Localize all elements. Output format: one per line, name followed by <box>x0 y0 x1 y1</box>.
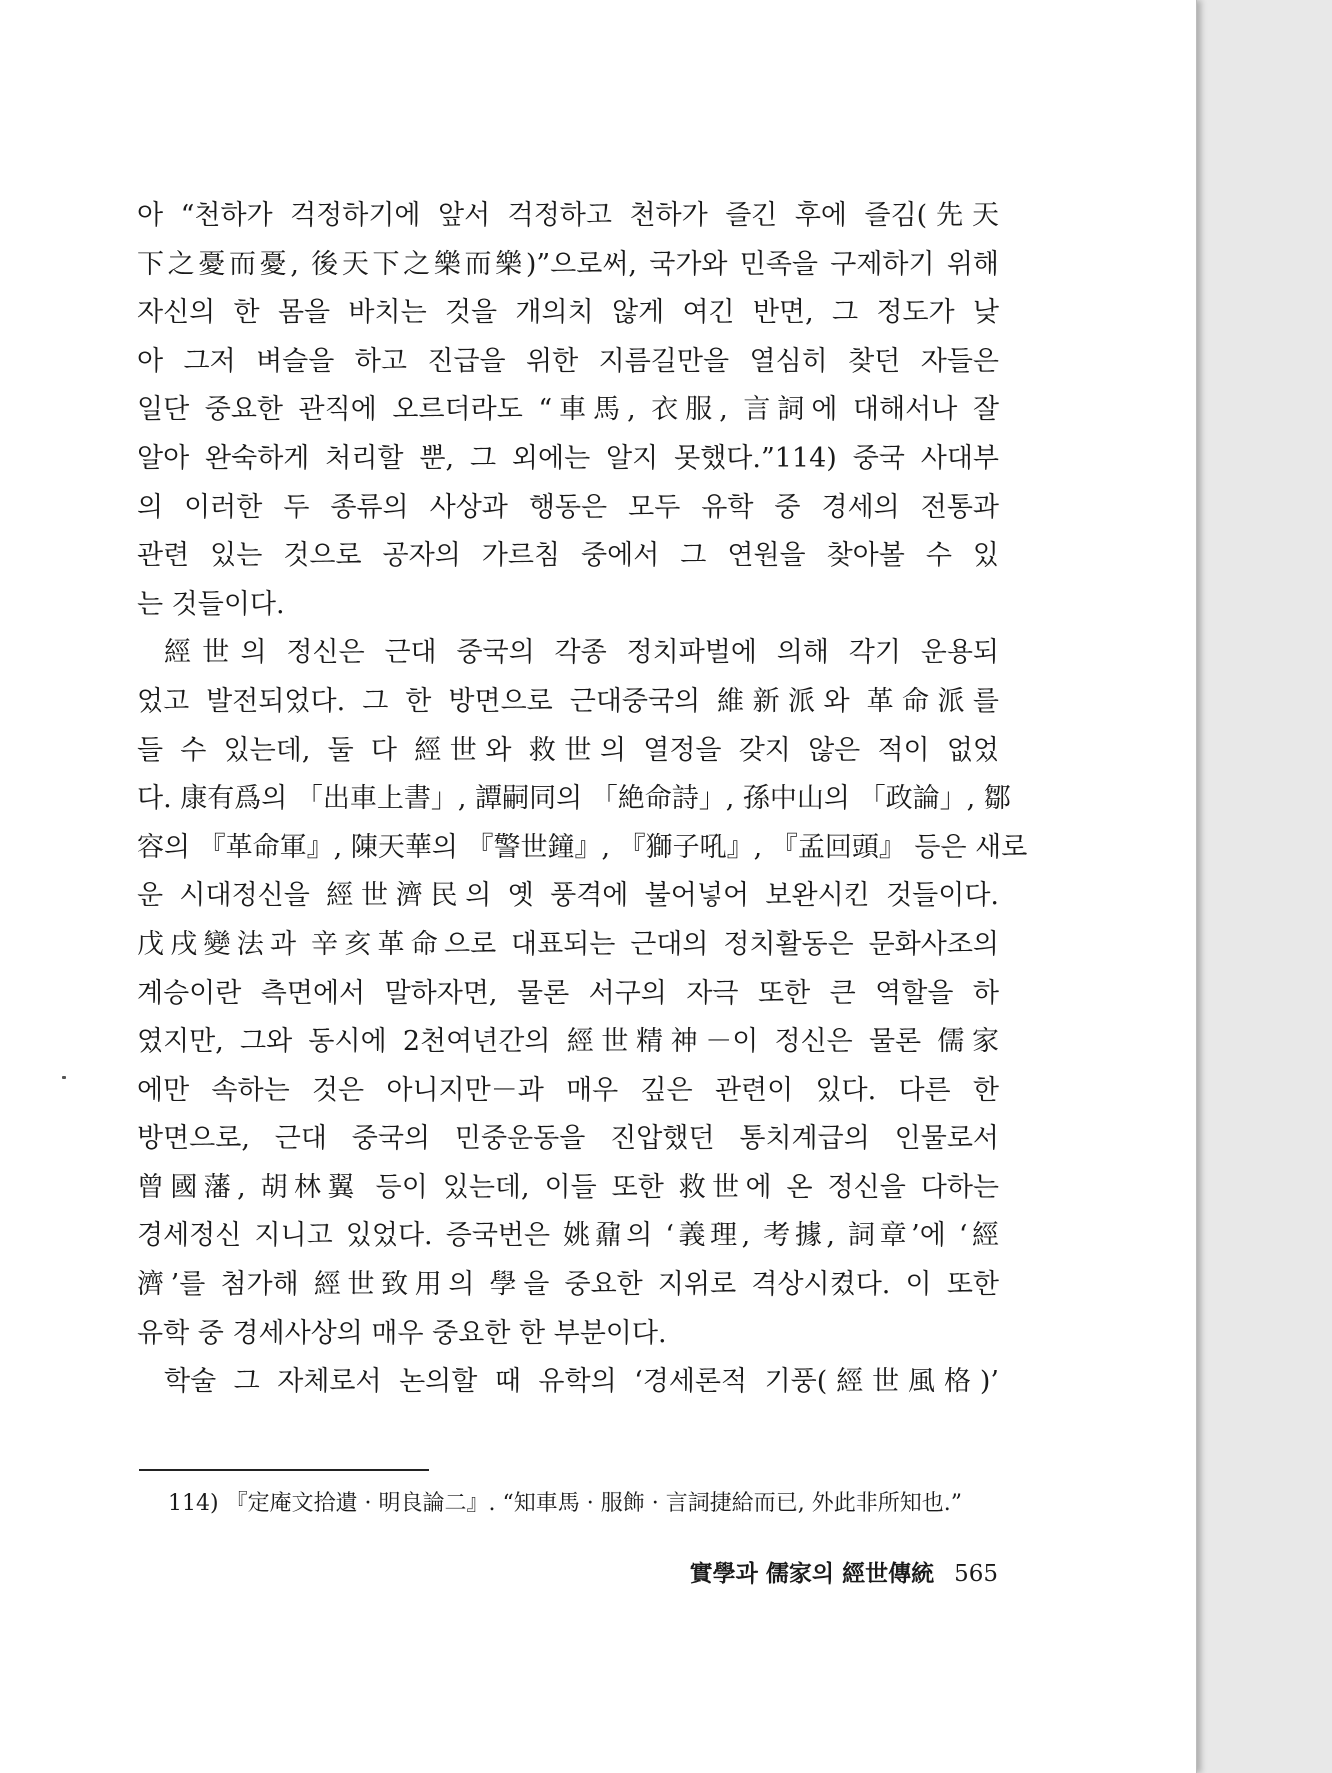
body-text <box>137 192 1028 1407</box>
running-footer-title: 實學과 儒家의 經世傳統 <box>689 1560 935 1587</box>
text-line: 자신의 한 몸을 바치는 것을 개의치 않게 여긴 반면, 그 정도가 낮 <box>137 297 999 329</box>
text-line: 경세정신 지니고 있었다. 증국번은 姚鼐의 ‘義理, 考據, 詞章’에 ‘經 <box>137 1220 999 1252</box>
text-line: 戊戌變法과 辛亥革命으로 대표되는 근대의 정치활동은 문화사조의 <box>137 928 999 960</box>
text-line: 알아 완숙하게 처리할 뿐, 그 외에는 알지 못했다.”114) 중국 사대부 <box>137 442 999 474</box>
margin-speck <box>62 1076 66 1079</box>
text-line: 운 시대정신을 經世濟民의 옛 풍격에 불어넣어 보완시킨 것들이다. <box>137 880 999 912</box>
text-line: 관련 있는 것으로 공자의 가르침 중에서 그 연원을 찾아볼 수 있 <box>137 540 999 572</box>
text-line: 다. 康有爲의 「出車上書」, 譚嗣同의 「絶命詩」, 孫中山의 「政論」, 鄒 <box>137 783 1011 815</box>
running-footer <box>690 1555 998 1588</box>
footnote-divider <box>139 1469 429 1471</box>
text-line: 계승이란 측면에서 말하자면, 물론 서구의 자극 또한 큰 역할을 하 <box>137 977 999 1009</box>
text-line: 에만 속하는 것은 아니지만－과 매우 깊은 관련이 있다. 다른 한 <box>137 1074 999 1106</box>
paragraph <box>137 629 1028 1358</box>
paragraph <box>137 1358 999 1407</box>
text-line: 는 것들이다. <box>137 588 285 620</box>
text-line: 下之憂而憂, 後天下之樂而樂)”으로써, 국가와 민족을 구제하기 위해 <box>137 248 999 280</box>
text-line: 經世의 정신은 근대 중국의 각종 정치파벌에 의해 각기 운용되 <box>164 637 999 669</box>
paragraph <box>137 192 999 629</box>
text-line: 였지만, 그와 동시에 2천여년간의 經世精神－이 정신은 물론 儒家 <box>137 1026 999 1058</box>
text-line: 었고 발전되었다. 그 한 방면으로 근대중국의 維新派와 革命派를 <box>137 685 999 717</box>
text-line: 아 그저 벼슬을 하고 진급을 위한 지름길만을 열심히 찾던 자들은 <box>137 345 999 377</box>
text-line: 의 이러한 두 종류의 사상과 행동은 모두 유학 중 경세의 전통과 <box>137 491 999 523</box>
text-line: 방면으로, 근대 중국의 민중운동을 진압했던 통치계급의 인물로서 <box>137 1123 999 1155</box>
text-line: 曾國藩, 胡林翼 등이 있는데, 이들 또한 救世에 온 정신을 다하는 <box>137 1171 999 1203</box>
text-line: 일단 중요한 관직에 오르더라도 “車馬, 衣服, 言詞에 대해서나 잘 <box>137 394 999 426</box>
text-line: 容의 『革命軍』, 陳天華의 『警世鐘』, 『獅子吼』, 『孟回頭』 등은 새로 <box>137 831 1028 863</box>
text-line: 유학 중 경세사상의 매우 중요한 한 부분이다. <box>137 1317 667 1349</box>
footnote-114: 114) 『定庵文拾遺 · 明良論二』. “知車馬 · 服飾 · 言詞捷給而已, 外此非所知也.” <box>168 1491 962 1516</box>
text-line: 들 수 있는데, 둘 다 經世와 救世의 열정을 갖지 않은 적이 없었 <box>137 734 999 766</box>
text-line: 학술 그 자체로서 논의할 때 유학의 ‘경세론적 기풍(經世風格)’ <box>164 1366 999 1398</box>
text-line: 濟’를 첨가해 經世致用의 學을 중요한 지위로 격상시켰다. 이 또한 <box>137 1269 999 1301</box>
text-line: 아 “천하가 걱정하기에 앞서 걱정하고 천하가 즐긴 후에 즐김(先天 <box>137 200 999 231</box>
page-number: 565 <box>954 1561 998 1587</box>
